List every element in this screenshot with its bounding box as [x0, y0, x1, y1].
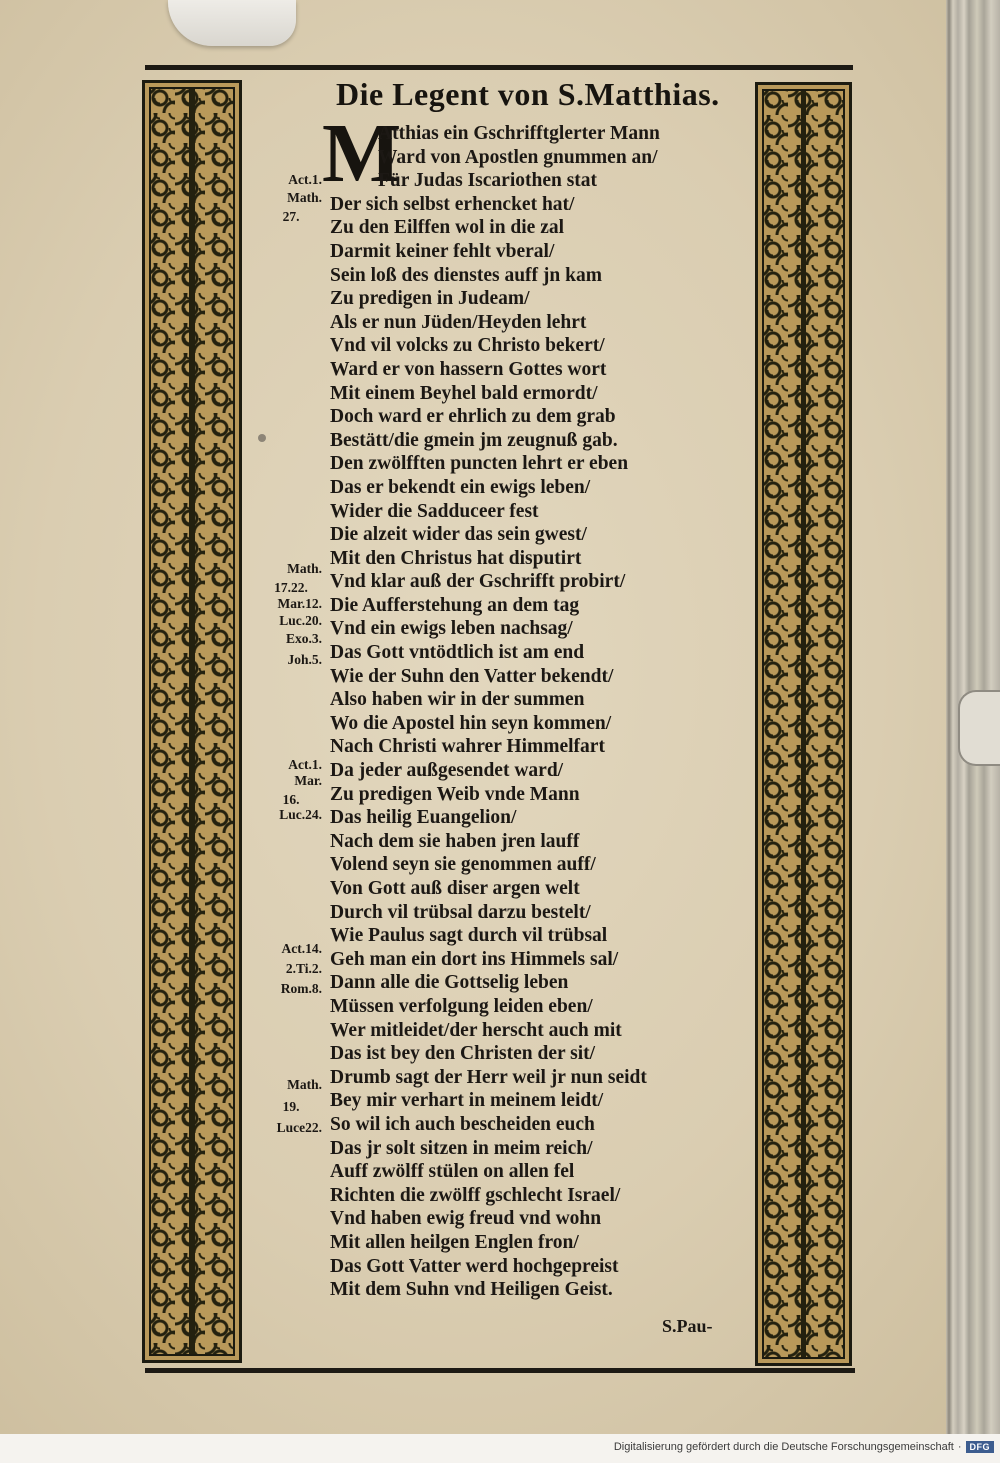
page-title: Die Legent von S.Matthias.: [336, 76, 720, 112]
top-rule: [145, 65, 853, 70]
verse-line: Zu predigen in Judeam/: [330, 288, 530, 310]
verse-line: Das jr solt sitzen in meim reich/: [330, 1137, 593, 1159]
margin-note: Math.: [287, 561, 322, 576]
verse-line: Das ist bey den Christen der sit/: [330, 1043, 596, 1065]
margin-note: 16.: [282, 792, 300, 807]
verse-line: Drumb sagt der Herr weil jr nun seidt: [330, 1066, 647, 1088]
verse-line: Den zwölfften puncten lehrt er eben: [330, 453, 629, 475]
verse-block: [330, 122, 745, 1302]
verse-line: Für Judas Iscariothen stat: [378, 170, 598, 192]
verse-line: Wider die Sadduceer fest: [330, 500, 539, 522]
margin-note: Act.1.: [288, 172, 322, 187]
margin-note: Mar.12.: [277, 596, 322, 611]
verse-line: Das Gott Vatter werd hochgepreist: [330, 1255, 619, 1277]
verse-line: Vnd vil volcks zu Christo bekert/: [330, 335, 605, 357]
margin-note: Math.: [287, 190, 322, 205]
verse-line: Die alzeit wider das sein gwest/: [330, 524, 587, 546]
catchword: S.Pau-: [662, 1316, 713, 1336]
verse-line: Wer mitleidet/der herscht auch mit: [330, 1019, 622, 1041]
verse-line: Das er bekendt ein ewigs leben/: [330, 476, 591, 498]
verse-line: Durch vil trübsal darzu bestelt/: [330, 901, 591, 923]
verse-line: Mit dem Suhn vnd Heiligen Geist.: [330, 1279, 613, 1301]
verse-line: Volend seyn sie genommen auff/: [330, 854, 596, 876]
right-ornament-border: [755, 82, 852, 1366]
verse-line: Da jeder außgesendet ward/: [330, 760, 564, 782]
verse-line: Sein loß des dienstes auff jn kam: [330, 264, 602, 286]
margin-note: Mar.: [294, 773, 322, 788]
margin-note: Exo.3.: [285, 631, 322, 646]
verse-line: Vnd haben ewig freud vnd wohn: [330, 1208, 602, 1230]
verse-line: Mit einem Beyhel bald ermordt/: [330, 382, 598, 404]
verse-line: Also haben wir in der summen: [330, 689, 585, 711]
margin-note: Luc.20.: [279, 613, 322, 628]
margin-note: Act.14.: [281, 941, 322, 956]
footer-credit: Digitalisierung gefördert durch die Deutsche Forschungsgemeinschaft: [613, 1441, 954, 1453]
page-clip: [168, 0, 296, 46]
footer-separator: ·: [957, 1441, 962, 1453]
verse-line: Auff zwölff stülen on allen fel: [330, 1161, 575, 1183]
verse-line: Vnd ein ewigs leben nachsag/: [330, 618, 573, 640]
verse-line: Wie Paulus sagt durch vil trübsal: [330, 925, 608, 947]
bottom-rule: [145, 1368, 855, 1373]
paper-hole: [258, 434, 266, 442]
verse-line: Nach Christi wahrer Himmelfart: [330, 736, 605, 758]
margin-note: Luc.24.: [279, 807, 322, 822]
verse-line: Von Gott auß diser argen welt: [330, 878, 580, 899]
verse-line: Mit allen heilgen Englen fron/: [330, 1231, 579, 1253]
footer-bar: [0, 1434, 1000, 1463]
verse-line: Wie der Suhn den Vatter bekendt/: [330, 665, 614, 687]
drop-cap: M: [322, 107, 402, 200]
verse-line: Ward von Apostlen gnummen an/: [378, 146, 658, 168]
verse-line: Doch ward er ehrlich zu dem grab: [330, 406, 616, 428]
verse-line: So wil ich auch bescheiden euch: [330, 1113, 595, 1135]
margin-note: Luce22.: [276, 1120, 322, 1135]
verse-line: Zu den Eilffen wol in die zal: [330, 217, 565, 239]
dfg-logo: DFG: [966, 1441, 995, 1453]
verse-line: Darmit keiner fehlt vberal/: [330, 240, 555, 262]
margin-note: Rom.8.: [280, 981, 322, 996]
verse-line: Als er nun Jüden/Heyden lehrt: [330, 311, 587, 333]
verse-line: Atthias ein Gschrifftglerter Mann: [378, 123, 660, 144]
margin-note: 27.: [282, 209, 300, 224]
verse-line: Wo die Apostel hin seyn kommen/: [330, 712, 612, 734]
verse-line: Der sich selbst erhencket hat/: [330, 193, 575, 215]
margin-note: Math.: [287, 1077, 322, 1092]
verse-line: Bestätt/die gmein jm zeugnuß gab.: [330, 429, 618, 451]
verse-line: Müssen verfolgung leiden eben/: [330, 995, 593, 1017]
left-ornament-border: [142, 80, 242, 1363]
margin-note: 2.Ti.2.: [285, 961, 322, 976]
verse-line: Das heilig Euangelion/: [330, 807, 517, 829]
verse-line: Nach dem sie haben jren lauff: [330, 830, 580, 852]
verse-line: Die Aufferstehung an dem tag: [330, 594, 580, 616]
verse-line: Richten die zwölff gschlecht Israel/: [330, 1184, 621, 1206]
page-edge-tab: [958, 690, 1000, 766]
verse-line: Ward er von hassern Gottes wort: [330, 358, 607, 380]
verse-line: Bey mir verhart in meinem leidt/: [330, 1090, 604, 1112]
verse-line: Mit den Christus hat disputirt: [330, 547, 582, 569]
verse-line: Dann alle die Gottselig leben: [330, 972, 569, 994]
margin-note: Joh.5.: [287, 652, 322, 667]
verse-line: Zu predigen Weib vnde Mann: [330, 783, 580, 805]
margin-note: 17.22.: [274, 580, 308, 595]
margin-note: Act.1.: [288, 757, 322, 772]
verse-line: Geh man ein dort ins Himmels sal/: [330, 948, 619, 970]
verse-line: Vnd klar auß der Gschrifft probirt/: [330, 571, 626, 593]
verse-line: Das Gott vntödtlich ist am end: [330, 642, 585, 664]
margin-note: 19.: [282, 1099, 300, 1114]
